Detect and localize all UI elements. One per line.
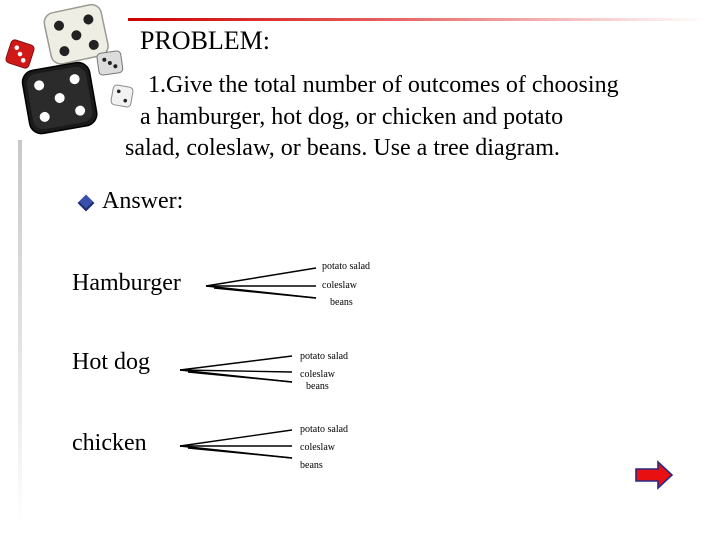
tree-branch-label: potato salad: [322, 261, 371, 272]
problem-line: salad, coleslaw, or beans. Use a tree diagram.: [125, 135, 560, 161]
tree-item-chicken: chicken: [72, 430, 147, 456]
answer-label: Answer:: [102, 188, 184, 214]
tree-branch-label: coleslaw: [300, 369, 335, 380]
right-arrow-icon[interactable]: [634, 460, 674, 490]
tree-branch-line: [180, 356, 292, 370]
tree-branch-line: [188, 372, 292, 382]
tree-branch-label: beans: [300, 460, 323, 471]
problem-title: PROBLEM:: [140, 26, 271, 55]
tree-branch-line: [206, 268, 316, 286]
tree-item-hot-dog: Hot dog: [72, 349, 150, 375]
tree-branch-label: coleslaw: [300, 442, 335, 453]
tree-branch-line: [188, 448, 292, 458]
tree-branch-label: coleslaw: [322, 280, 357, 291]
tree-branch-label: beans: [306, 381, 329, 392]
tree-item-hamburger: Hamburger: [72, 270, 181, 296]
tree-branch-line: [180, 430, 292, 446]
tree-branch-line: [214, 288, 316, 298]
tree-branch-label: potato salad: [300, 351, 349, 362]
problem-line: a hamburger, hot dog, or chicken and potato: [140, 103, 564, 130]
tree-branch-label: potato salad: [300, 424, 349, 435]
tree-branch-label: beans: [330, 297, 353, 308]
problem-line: 1.Give the total number of outcomes of choosing: [148, 72, 619, 98]
